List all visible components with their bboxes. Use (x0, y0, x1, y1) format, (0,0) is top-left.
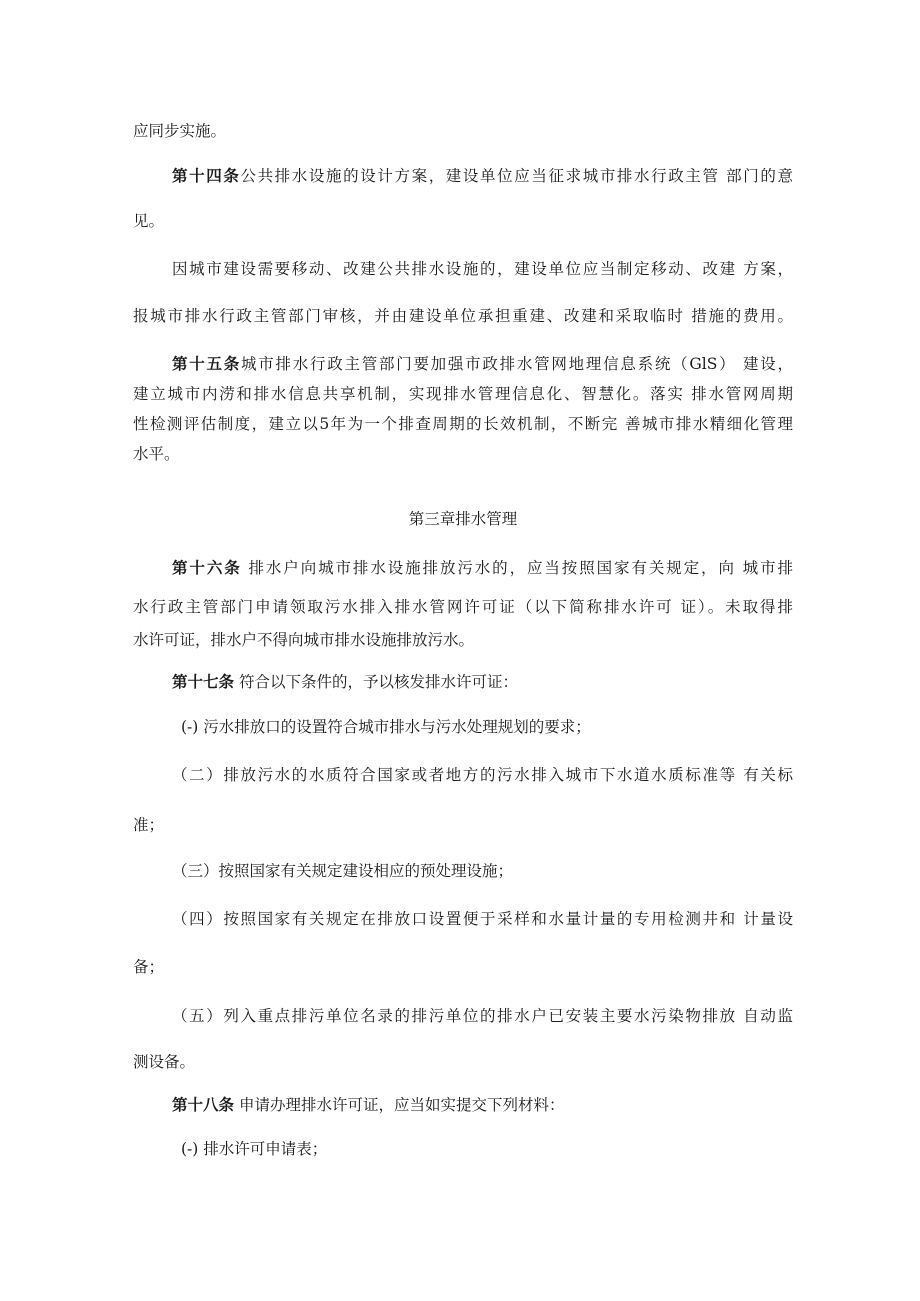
article-18-line (172, 1095, 793, 1115)
article-text: 申请办理排水许可证，应当如实提交下列材料： (234, 1096, 565, 1114)
text-line: 水行政主管部门申请领取污水排入排水管网许可证（以下简称排水许可 证）。未取得排 (133, 598, 793, 616)
list-item: (-) 污水排放口的设置符合城市排水与污水处理规划的要求； (181, 718, 591, 736)
article-heading: 第十八条 (172, 1095, 235, 1114)
article-17-line (172, 672, 793, 692)
article-15-line (172, 354, 793, 374)
article-heading: 第十五条 (172, 354, 241, 373)
text-line: 水许可证，排水户不得向城市排水设施排放污水。 (133, 631, 475, 649)
list-item: （四）按照国家有关规定在排放口设置便于采样和水量计量的专用检测井和 计量设 (172, 910, 793, 928)
article-16-line (172, 558, 793, 578)
article-heading: 第十六条 (172, 558, 242, 577)
article-heading: 第十七条 (172, 672, 235, 691)
list-item: （二）排放污水的水质符合国家或者地方的污水排入城市下水道水质标准等 有关标 (172, 766, 793, 784)
chapter-title: 第三章排水管理 (408, 510, 518, 528)
article-14-line (172, 166, 793, 186)
text-line: 测设备。 (133, 1053, 196, 1071)
text-line: 备； (133, 958, 165, 976)
list-item: (-) 排水许可申请表； (181, 1140, 328, 1158)
text-line: 因城市建设需要移动、改建公共排水设施的，建设单位应当制定移动、改建 方案， (172, 260, 793, 278)
text-line: 性检测评估制度，建立以5年为一个排查周期的长效机制，不断完 善城市排水精细化管理 (133, 415, 793, 433)
text-line: 应同步实施。 (133, 122, 227, 140)
text-line: 水平。 (133, 445, 180, 463)
article-text: 城市排水行政主管部门要加强市政排水管网地理信息系统（GlS） 建设， (240, 355, 793, 373)
list-item: （三）按照国家有关规定建设相应的预处理设施； (172, 862, 514, 880)
article-heading: 第十四条 (172, 166, 241, 185)
article-text: 排水户向城市排水设施排放污水的，应当按照国家有关规定，向 城市排 (241, 559, 793, 577)
text-line: 报城市排水行政主管部门审核，并由建设单位承担重建、改建和采取临时 措施的费用。 (133, 307, 793, 325)
text-line: 准； (133, 816, 165, 834)
text-line: 建立城市内涝和排水信息共享机制，实现排水管理信息化、智慧化。落实 排水管网周期 (133, 385, 793, 403)
article-text: 符合以下条件的，予以核发排水许可证： (234, 673, 518, 691)
text-line: 见。 (133, 212, 165, 230)
article-text: 公共排水设施的设计方案，建设单位应当征求城市排水行政主管 部门的意 (240, 167, 793, 185)
list-item: （五）列入重点排污单位名录的排污单位的排水户已安装主要水污染物排放 自动监 (172, 1007, 793, 1025)
